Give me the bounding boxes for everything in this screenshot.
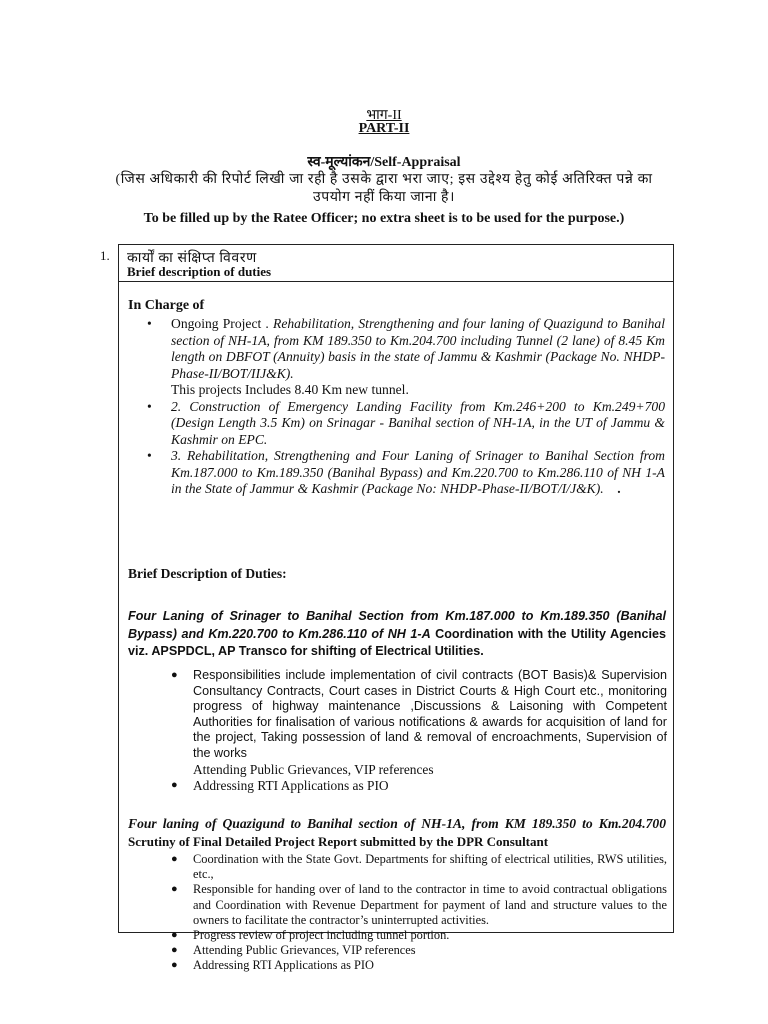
list-item — [147, 399, 665, 449]
bullet-icon: ● — [171, 959, 178, 972]
item-text: Rehabilitation, Strengthening and four laning of Quazigund to Banihal section of NH-1A, from KM 189.350 to Km.204.700 including Tunnel (2 lane) of 8.45 Km length on DBFOT (Annuity) basis in the state of Jammu & Kashmir (Package No. NHDP-Phase-II/BOT/IIJ&K). — [171, 316, 665, 381]
item-text: 2. Construction of Emergency Landing Facility from Km.246+200 to Km.249+700 (Design Length 3.5 Km) on Srinagar - Banihal section of NH-1A, in the UT of Jammu & Kashmir on EPC. — [171, 398, 665, 447]
hindi-instruction: (जिस अधिकारी की रिपोर्ट लिखी जा रही है उसके द्वारा भरा जाए; इस उद्देश्य हेतु कोई अतिरिक्त पन्ने का उपयोग नहीं किया जाना है। — [115, 172, 653, 205]
section-number: 1. — [100, 248, 110, 263]
coordination-list — [171, 852, 667, 974]
list-item — [147, 316, 665, 399]
bullet-icon: ● — [171, 944, 178, 957]
item-text: Responsibilities include implementation of civil contracts (BOT Basis)& Supervision Consultancy Contracts, Court cases in District Courts & High Court etc., monitoring progress of highway maintenance ,Discussions & Laisoning with Competent Authorities for finalisation of various notifications & awards for acquisition of land for the project, Taking possession of land & removal of encroachments, Supervision of the works — [193, 668, 667, 760]
section-title: Four laning of Quazigund to Banihal section of NH-1A, from KM 189.350 to Km.204.700 — [128, 816, 666, 831]
duties-title: Brief Description of Duties: — [128, 566, 287, 581]
bullet-icon: ● — [171, 853, 178, 865]
list-item — [171, 958, 667, 973]
heading-hindi: कार्यों का संक्षिप्त विवरण — [127, 251, 257, 266]
item-lead: Ongoing Project . — [171, 316, 269, 331]
bullet-icon: • — [147, 398, 152, 414]
bullet-icon: ● — [171, 883, 178, 896]
list-item — [171, 882, 667, 928]
section-title: Four Laning of Srinager to Banihal Section from Km.187.000 to Km.189.350 (Banihal Bypass) and Km.220.700 to Km.286.110 of NH 1-A — [128, 609, 666, 641]
bullet-icon: ● — [171, 779, 178, 792]
item-text: Addressing RTI Applications as PIO — [193, 778, 389, 794]
item-text: Attending Public Grievances, VIP references — [193, 943, 416, 958]
in-charge-list — [147, 316, 665, 498]
list-item — [171, 852, 667, 882]
item-text: Progress review of project including tunnel portion. — [193, 928, 450, 943]
section-subtitle: Coordination with the Utility Agencies viz. APSPDCL, AP Transco for shifting of Electrical Utilities. — [128, 626, 666, 658]
english-instruction: To be filled up by the Ratee Officer; no extra sheet is to be used for the purpose.) — [143, 211, 625, 226]
duties-table — [118, 244, 674, 973]
list-item — [171, 778, 667, 794]
item-tail: . — [603, 481, 621, 496]
duties-table-header — [119, 245, 673, 282]
item-text: Attending Public Grievances, VIP references — [193, 761, 434, 777]
list-item — [171, 928, 667, 943]
item-text: 3. Rehabilitation, Strengthening and Four Laning of Srinager to Banihal Section from Km.187.000 to Km.189.350 (Banihal Bypass) and Km.220.700 to Km.286.110 of NH 1-A in the State of Jammur & Kashmir (Package No: NHDP-Phase-II/BOT/I/J&K). — [171, 448, 665, 496]
bullet-icon: • — [147, 316, 152, 331]
in-charge-title: In Charge of — [128, 298, 205, 313]
section-srinagar-banihal — [128, 608, 666, 661]
bullet-icon: ● — [171, 669, 178, 681]
heading-english: Brief description of duties — [127, 264, 272, 279]
responsibility-list — [171, 668, 667, 794]
section-subtitle: Scrutiny of Final Detailed Project Report submitted by the DPR Consultant — [128, 833, 549, 849]
part-title-english: PART-II — [358, 121, 410, 136]
item-text: Coordination with the State Govt. Departments for shifting of electrical utilities, RWS utilities, etc., — [193, 852, 667, 882]
list-item — [171, 668, 667, 762]
item-extra: This projects Includes 8.40 Km new tunnel. — [171, 382, 409, 397]
list-item — [171, 943, 667, 958]
list-item — [171, 762, 667, 778]
section-quazigund-banihal — [128, 815, 666, 850]
part-title-hindi: भाग-II — [366, 108, 402, 123]
item-text: Addressing RTI Applications as PIO — [193, 958, 374, 973]
bullet-icon: ● — [171, 929, 178, 942]
item-text: Responsible for handing over of land to the contractor in time to avoid contractual obligations and Coordination with Revenue Department for payment of land and structure values to the owners to facilitate the contractor’s uninterrupted activities. — [193, 882, 667, 927]
self-appraisal-title: स्व-मूल्यांकन/Self-Appraisal — [307, 155, 461, 170]
list-item — [147, 448, 665, 498]
bullet-icon: • — [147, 448, 152, 463]
